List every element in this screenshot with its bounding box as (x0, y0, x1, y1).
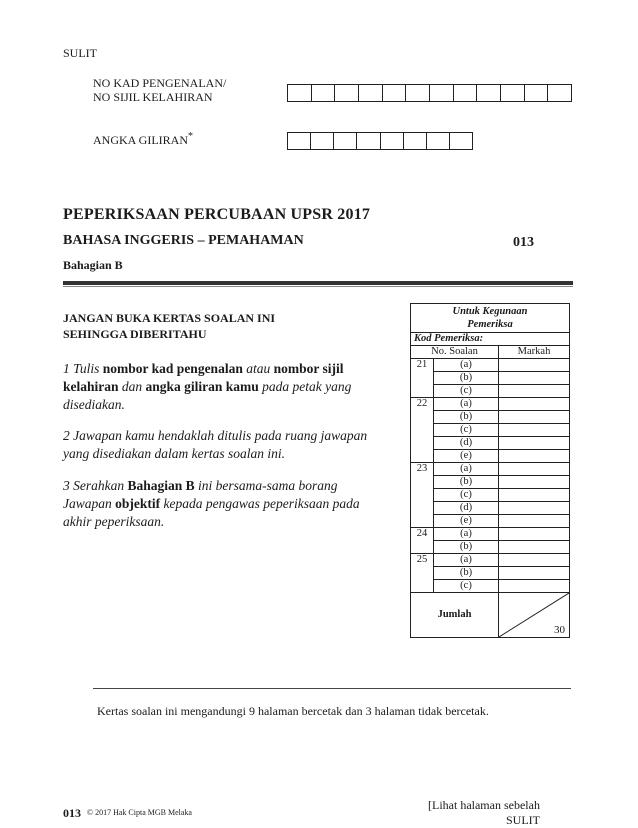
mark-entry-cell[interactable] (499, 476, 570, 489)
footer-turn-page: [Lihat halaman sebelah (428, 798, 540, 812)
question-number (411, 489, 434, 502)
angka-digit-box[interactable] (381, 133, 404, 149)
mark-table-row (411, 437, 570, 450)
mark-table-row (411, 541, 570, 554)
question-part: (b) (434, 372, 499, 385)
question-part: (a) (434, 554, 499, 567)
instruction-1-d: nombor sijil kelahiran (63, 361, 344, 394)
angka-digit-box[interactable] (450, 133, 472, 149)
sulit-label: SULIT (63, 46, 97, 60)
question-number (411, 515, 434, 528)
mark-entry-cell[interactable] (499, 385, 570, 398)
footer-divider (93, 688, 571, 689)
ic-digit-box[interactable] (548, 85, 571, 101)
mark-table-row (411, 502, 570, 515)
mark-entry-cell[interactable] (499, 372, 570, 385)
mark-table-header-line-2: Pemeriksa (467, 319, 513, 330)
examiner-mark-table (410, 303, 570, 638)
exam-subject: BAHASA INGGERIS – PEMAHAMAN (63, 233, 304, 248)
mark-table-row (411, 476, 570, 489)
question-number: 22 (411, 398, 434, 411)
jumlah-label: Jumlah (411, 593, 499, 638)
ic-digit-box[interactable] (454, 85, 478, 101)
exam-code: 013 (513, 235, 534, 250)
mark-table-row (411, 398, 570, 411)
angka-digit-box[interactable] (404, 133, 427, 149)
mark-entry-cell[interactable] (499, 567, 570, 580)
mark-table-row (411, 515, 570, 528)
angka-giliran-boxes[interactable] (287, 132, 473, 150)
mark-table-header-line-1: Untuk Kegunaan (452, 306, 528, 317)
question-number (411, 411, 434, 424)
ic-digit-box[interactable] (406, 85, 430, 101)
mark-table-col-header-row (411, 346, 570, 359)
warning-line-2: SEHINGGA DIBERITAHU (63, 327, 207, 341)
question-part: (b) (434, 476, 499, 489)
mark-table-row (411, 567, 570, 580)
mark-table-header-row (411, 304, 570, 333)
mark-table-row (411, 450, 570, 463)
col-markah: Markah (499, 346, 570, 359)
ic-digit-box[interactable] (359, 85, 383, 101)
ic-digit-box[interactable] (430, 85, 454, 101)
question-part: (e) (434, 450, 499, 463)
question-number (411, 541, 434, 554)
mark-entry-cell[interactable] (499, 359, 570, 372)
question-part: (a) (434, 463, 499, 476)
divider-thick (63, 281, 573, 285)
ic-digit-box[interactable] (312, 85, 336, 101)
angka-label: ANGKA GILIRAN* (93, 131, 193, 147)
question-part: (b) (434, 411, 499, 424)
angka-digit-box[interactable] (288, 133, 311, 149)
mark-entry-cell[interactable] (499, 541, 570, 554)
ic-number-boxes[interactable] (287, 84, 572, 102)
question-number: 23 (411, 463, 434, 476)
mark-entry-cell[interactable] (499, 398, 570, 411)
question-number (411, 372, 434, 385)
instruction-3-c: ini bersama-sama borang Jawapan (63, 478, 338, 511)
instruction-3-d: objektif (115, 496, 161, 511)
mark-table-row (411, 424, 570, 437)
question-part: (a) (434, 359, 499, 372)
question-number (411, 580, 434, 593)
question-part: (b) (434, 567, 499, 580)
warning-text (63, 310, 275, 342)
question-number: 21 (411, 359, 434, 372)
question-number (411, 476, 434, 489)
question-number (411, 567, 434, 580)
mark-table-kod-row (411, 333, 570, 346)
instruction-1-e: dan (121, 379, 143, 394)
mark-entry-cell[interactable] (499, 411, 570, 424)
question-number: 24 (411, 528, 434, 541)
col-no-soalan: No. Soalan (411, 346, 499, 359)
ic-digit-box[interactable] (525, 85, 549, 101)
instruction-3-e: kepada pengawas peperiksaan pada akhir peperiksaan. (63, 496, 360, 529)
question-part: (c) (434, 385, 499, 398)
angka-digit-box[interactable] (357, 133, 380, 149)
question-part: (e) (434, 515, 499, 528)
footer-sulit: SULIT (506, 813, 540, 827)
question-part: (c) (434, 580, 499, 593)
question-part: (c) (434, 489, 499, 502)
ic-label-line-1: NO KAD PENGENALAN/ (93, 76, 227, 90)
angka-digit-box[interactable] (311, 133, 334, 149)
ic-digit-box[interactable] (383, 85, 407, 101)
footer-code: 013 (63, 806, 81, 820)
mark-table-header (411, 304, 570, 333)
instruction-1-c: atau (246, 361, 271, 376)
mark-table-row (411, 554, 570, 567)
question-number (411, 437, 434, 450)
instruction-1 (63, 360, 383, 414)
ic-digit-box[interactable] (335, 85, 359, 101)
question-number (411, 385, 434, 398)
question-part: (c) (434, 424, 499, 437)
instruction-3-b: Bahagian B (127, 478, 195, 493)
mark-entry-cell[interactable] (499, 554, 570, 567)
ic-digit-box[interactable] (477, 85, 501, 101)
question-number (411, 450, 434, 463)
mark-table-row (411, 463, 570, 476)
mark-table-row (411, 489, 570, 502)
mark-entry-cell[interactable] (499, 437, 570, 450)
exam-title: PEPERIKSAAN PERCUBAAN UPSR 2017 (63, 206, 371, 223)
instruction-1-a: Tulis (73, 361, 100, 376)
instruction-1-b: nombor kad pengenalan (102, 361, 243, 376)
footer-copyright: © 2017 Hak Cipta MGB Melaka (87, 808, 192, 817)
question-number (411, 502, 434, 515)
question-part: (a) (434, 528, 499, 541)
instruction-3-a: 3 Serahkan (63, 478, 125, 493)
angka-digit-box[interactable] (334, 133, 357, 149)
ic-label (93, 76, 226, 104)
kod-pemeriksa: Kod Pemeriksa: (411, 333, 570, 346)
ic-label-line-2: NO SIJIL KELAHIRAN (93, 90, 213, 104)
mark-table-row (411, 385, 570, 398)
angka-label-text: ANGKA GILIRAN (93, 133, 188, 147)
warning-line-1: JANGAN BUKA KERTAS SOALAN INI (63, 311, 276, 325)
mark-entry-cell[interactable] (499, 515, 570, 528)
jumlah-row (411, 593, 570, 638)
ic-digit-box[interactable] (288, 85, 312, 101)
instruction-1-num: 1 (63, 361, 70, 376)
question-number (411, 424, 434, 437)
mark-entry-cell[interactable] (499, 489, 570, 502)
mark-entry-cell[interactable] (499, 502, 570, 515)
mark-entry-cell[interactable] (499, 528, 570, 541)
mark-entry-cell[interactable] (499, 580, 570, 593)
mark-table-row (411, 372, 570, 385)
angka-digit-box[interactable] (427, 133, 450, 149)
question-number: 25 (411, 554, 434, 567)
instruction-2: 2 Jawapan kamu hendaklah ditulis pada ruang jawapan yang disediakan dalam kertas soalan ini. (63, 428, 368, 461)
total-marks: 30 (554, 624, 565, 636)
mark-entry-cell[interactable] (499, 463, 570, 476)
ic-digit-box[interactable] (501, 85, 525, 101)
mark-table-row (411, 580, 570, 593)
divider-thin (63, 286, 573, 287)
mark-entry-cell[interactable] (499, 424, 570, 437)
instruction-1-g: pada petak yang disediakan. (63, 379, 352, 412)
question-part: (a) (434, 398, 499, 411)
pages-note: Kertas soalan ini mengandungi 9 halaman bercetak dan 3 halaman tidak bercetak. (97, 704, 489, 718)
exam-section: Bahagian B (63, 258, 123, 272)
instruction-3 (63, 477, 383, 531)
instruction-1-f: angka giliran kamu (145, 379, 259, 394)
total-mark-cell[interactable] (499, 593, 570, 638)
mark-table-row (411, 359, 570, 372)
question-part: (d) (434, 437, 499, 450)
question-part: (b) (434, 541, 499, 554)
question-part: (d) (434, 502, 499, 515)
mark-table-row (411, 411, 570, 424)
mark-entry-cell[interactable] (499, 450, 570, 463)
mark-table-row (411, 528, 570, 541)
